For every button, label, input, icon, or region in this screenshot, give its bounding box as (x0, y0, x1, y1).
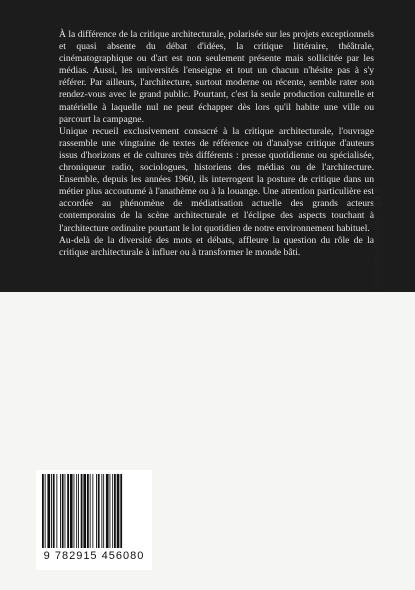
dark-text-panel (0, 0, 415, 292)
price-text: 14 € (372, 187, 383, 207)
barcode (36, 470, 152, 570)
isbn-price-line (372, 0, 386, 290)
barcode-digits: 9 782915 456080 (43, 550, 145, 562)
isbn-text: 978-2-915456-08-0 (372, 212, 382, 290)
blurb-paragraph-1: À la différence de la critique architecturale, polarisée sur les projets exceptionnels et quasi absente du débat d'idées, la critique littéraire, théâtrale, cinématographique ou d'art est non seulement présente mais sollicitée par les médias. Aussi, les universités l'enseigne et tout un chacun n'hésite pas à s'y référer. Par ailleurs, l'architecture, surtout moderne ou récente, semble rater son rendez-vous avec le grand public. Pourtant, c'est la seule production culturelle et matérielle à laquelle nul ne peut échapper dès lors qu'il habite une ville ou parcourt la campagne. (59, 29, 374, 125)
blurb (59, 29, 374, 259)
barcode-icon (42, 474, 146, 548)
blurb-paragraph-2: Unique recueil exclusivement consacré à la critique architecturale, l'ouvrage rassemble une vingtaine de textes de référence ou d'analyse critique d'auteurs issus d'horizons et de cultures très différents : presse quotidienne ou spécialisée, chroniqueur radio, sociologues, historiens des médias ou de l'architecture. Ensemble, depuis les années 1960, ils interrogent la posture de critique dans un métier plus accoutumé à l'anathème ou à la louange. Une attention particulière est accordée au phénomène de médiatisation actuelle des grands acteurs contemporains de la scène architecturale et l'éclipse des aspects touchant à l'architecture ordinaire pourtant le lot quotidien de notre environnement habituel. (59, 125, 374, 234)
blurb-paragraph-3: Au-delà de la diversité des mots et débats, affleure la question du rôle de la critique architecturale à influer ou à transformer le monde bâti. (59, 234, 374, 258)
